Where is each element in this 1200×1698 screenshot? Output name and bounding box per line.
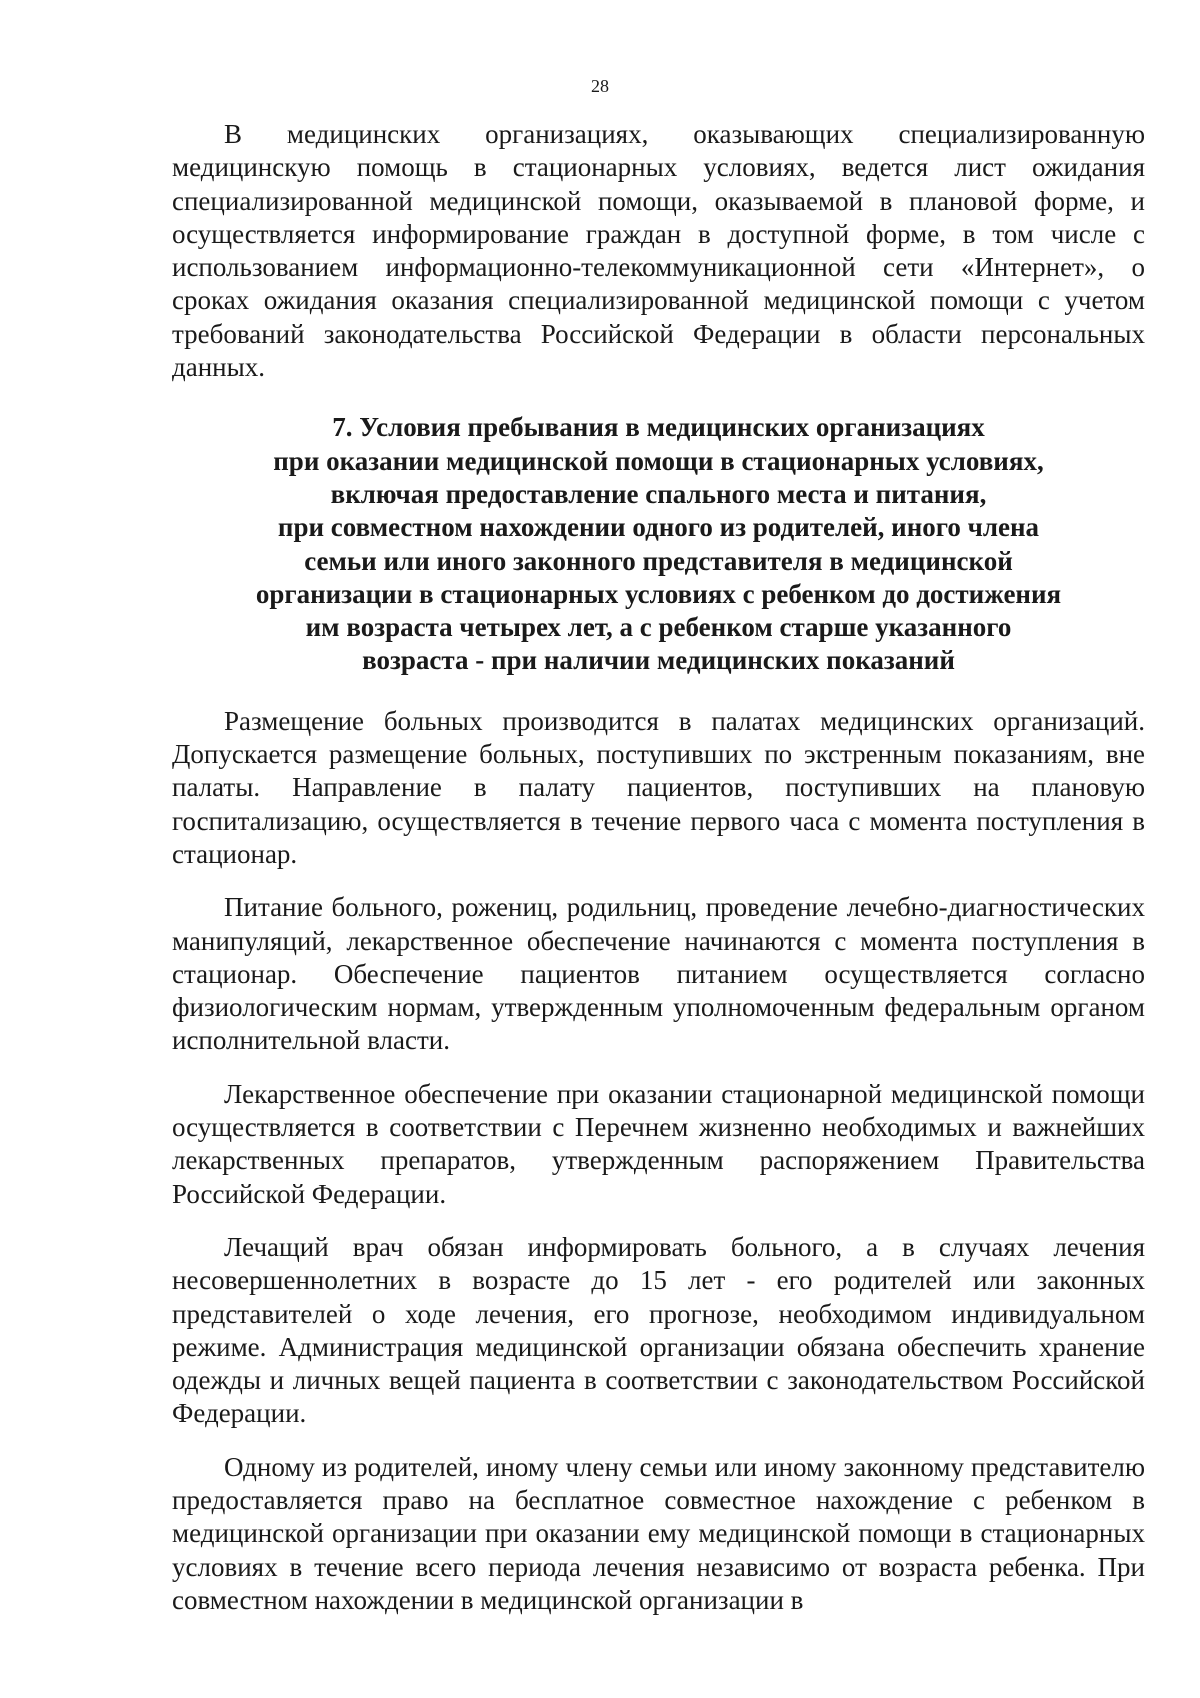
heading-line: при совместном нахождении одного из родителей, иного члена — [277, 512, 1040, 543]
heading-line: им возраста четырех лет, а с ребенком старше указанного — [305, 612, 1012, 643]
paragraph-placement: Размещение больных производится в палатах медицинских организаций. Допускается размещение больных, поступивших по экстренным показаниям, вне палаты. Направление в палату пациентов, поступивших на плановую госпитализацию, осуществляется в течение первого часа с момента поступления в стационар. — [172, 705, 1145, 869]
paragraph-nutrition: Питание больного, рожениц, родильниц, проведение лечебно-диагностических манипуляций, лекарственное обеспечение начинаются с момента поступления в стационар. Обеспечение пациентов питанием осуществляется согласно физиологическим нормам, утвержденным уполномоченным федеральным органом исполнительной власти. — [172, 892, 1145, 1056]
heading-line: возраста - при наличии медицинских показаний — [362, 645, 955, 676]
intro-paragraph: В медицинских организациях, оказывающих специализированную медицинскую помощь в стационарных условиях, ведется лист ожидания специализированной медицинской помощи, оказываемой в плановой форме, и осуществляется информирование граждан в доступной форме, в том числе с использованием информационно-телекоммуникационной сети «Интернет», о сроках ожидания оказания специализированной медицинской помощи с учетом требований законодательства Российской Федерации в области персональных данных. — [172, 119, 1145, 383]
heading-line: семьи или иного законного представителя в медицинской — [304, 545, 1013, 576]
heading-line: 7. Условия пребывания в медицинских организациях — [332, 412, 985, 443]
heading-line: включая предоставление спального места и питания, — [330, 478, 987, 509]
paragraph-medication: Лекарственное обеспечение при оказании стационарной медицинской помощи осуществляется в соответствии с Перечнем жизненно необходимых и важнейших лекарственных препаратов, утвержденным распоряжением Правительства Российской Федерации. — [172, 1078, 1145, 1209]
document-body — [172, 118, 1145, 1617]
paragraph-parent-stay: Одному из родителей, иному члену семьи или иному законному представителю предоставляется право на бесплатное совместное нахождение с ребенком в медицинской организации при оказании ему медицинской помощи в стационарных условиях в течение всего периода лечения независимо от возраста ребенка. При совместном нахождении в медицинской организации в — [172, 1451, 1145, 1615]
page-number: 28 — [591, 76, 609, 96]
paragraph-physician-duties: Лечащий врач обязан информировать больного, а в случаях лечения несовершеннолетних в возрасте до 15 лет - его родителей или законных представителей о ходе лечения, его прогнозе, необходимом индивидуальном режиме. Администрация медицинской организации обязана обеспечить хранение одежды и личных вещей пациента в соответствии с законодательством Российской Федерации. — [172, 1231, 1145, 1429]
heading-line: организации в стационарных условиях с ребенком до достижения — [255, 578, 1062, 609]
section-heading — [172, 411, 1145, 677]
heading-line: при оказании медицинской помощи в стационарных условиях, — [273, 445, 1044, 476]
